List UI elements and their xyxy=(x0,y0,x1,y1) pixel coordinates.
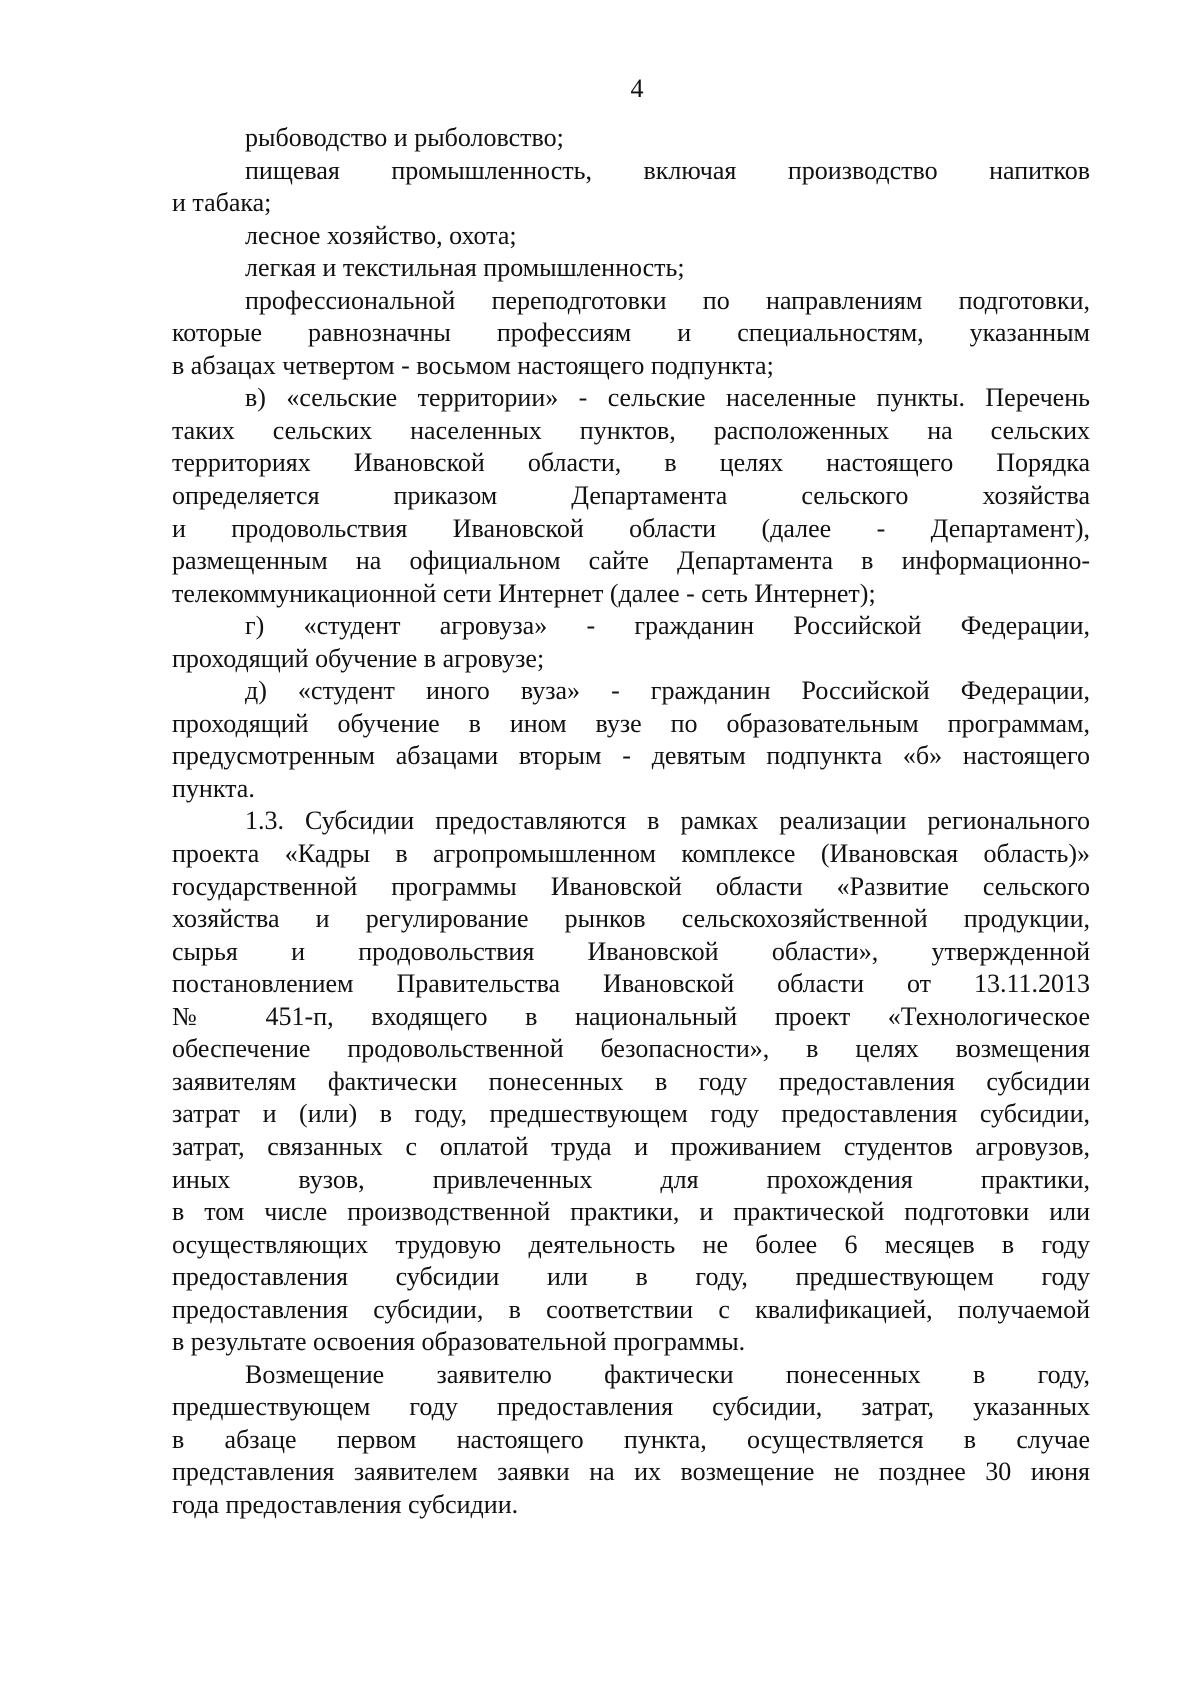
text-line: пункта. xyxy=(172,773,255,803)
text-line: иных вузов, привлеченных для прохождения практики, xyxy=(172,1164,1090,1194)
text-line: представления заявителем заявки на их возмещение не позднее 30 июня xyxy=(172,1457,1090,1487)
text-line: и табака; xyxy=(172,188,272,218)
page-number: 4 xyxy=(630,74,644,103)
text-line: Возмещение заявителю фактически понесенных в году, xyxy=(245,1359,1090,1389)
text-line: профессиональной переподготовки по направлениям подготовки, xyxy=(245,285,1090,315)
text-line: в результате освоения образовательной программы. xyxy=(172,1327,746,1357)
text-line: которые равнозначны профессиям и специальностям, указанным xyxy=(172,318,1090,348)
text-line: обеспечение продовольственной безопасности», в целях возмещения xyxy=(172,1034,1090,1064)
text-line: проходящий обучение в ином вузе по образовательным программам, xyxy=(172,708,1090,738)
text-line: затрат и (или) в году, предшествующем году предоставления субсидии, xyxy=(172,1099,1090,1129)
text-line: в абзацах четвертом - восьмом настоящего подпункта; xyxy=(172,350,774,380)
text-line: в том числе производственной практики, и практической подготовки или xyxy=(172,1197,1090,1227)
text-line: рыбоводство и рыболовство; xyxy=(245,123,564,152)
text-line: постановлением Правительства Ивановской области от 13.11.2013 xyxy=(172,969,1090,999)
text-line: сырья и продовольствия Ивановской области», утвержденной xyxy=(172,936,1090,966)
document-body xyxy=(172,122,1090,1522)
text-line: пищевая промышленность, включая производство напитков xyxy=(245,155,1090,185)
text-line: затрат, связанных с оплатой труда и проживанием студентов агровузов, xyxy=(172,1131,1090,1161)
text-line: осуществляющих трудовую деятельность не более 6 месяцев в году xyxy=(172,1229,1090,1259)
text-line: проекта «Кадры в агропромышленном комплексе (Ивановская область)» xyxy=(172,839,1090,869)
text-line: предшествующем году предоставления субсидии, затрат, указанных xyxy=(172,1392,1090,1422)
text-line: д) «студент иного вуза» - гражданин Российской Федерации, xyxy=(245,676,1090,706)
text-line: территориях Ивановской области, в целях настоящего Порядка xyxy=(172,448,1090,478)
text-line: лесное хозяйство, охота; xyxy=(245,220,517,250)
text-line: хозяйства и регулирование рынков сельскохозяйственной продукции, xyxy=(172,904,1090,934)
text-line: № 451-п, входящего в национальный проект «Технологическое xyxy=(172,1001,1090,1031)
text-line: размещенным на официальном сайте Департамента в информационно- xyxy=(172,546,1090,576)
text-line: 1.3. Субсидии предоставляются в рамках реализации регионального xyxy=(245,806,1090,836)
text-line: определяется приказом Департамента сельского хозяйства xyxy=(172,481,1090,511)
text-line: государственной программы Ивановской области «Развитие сельского xyxy=(172,871,1090,901)
text-line: в) «сельские территории» - сельские населенные пункты. Перечень xyxy=(245,383,1090,413)
text-line: предусмотренным абзацами вторым - девятым подпункта «б» настоящего xyxy=(172,741,1090,771)
text-line: года предоставления субсидии. xyxy=(172,1489,519,1519)
text-line: и продовольствия Ивановской области (далее - Департамент), xyxy=(172,513,1090,543)
text-line: проходящий обучение в агровузе; xyxy=(172,643,545,673)
text-line: в абзаце первом настоящего пункта, осуществляется в случае xyxy=(172,1424,1090,1454)
text-line: телекоммуникационной сети Интернет (далее - сеть Интернет); xyxy=(172,578,876,608)
text-line: легкая и текстильная промышленность; xyxy=(245,253,685,283)
text-line: заявителям фактически понесенных в году предоставления субсидии xyxy=(172,1066,1090,1096)
text-line: таких сельских населенных пунктов, расположенных на сельских xyxy=(172,415,1090,445)
text-line: г) «студент агровуза» - гражданин Российской Федерации, xyxy=(245,611,1090,641)
text-line: предоставления субсидии или в году, предшествующем году xyxy=(172,1262,1090,1292)
text-line: предоставления субсидии, в соответствии с квалификацией, получаемой xyxy=(172,1294,1090,1324)
